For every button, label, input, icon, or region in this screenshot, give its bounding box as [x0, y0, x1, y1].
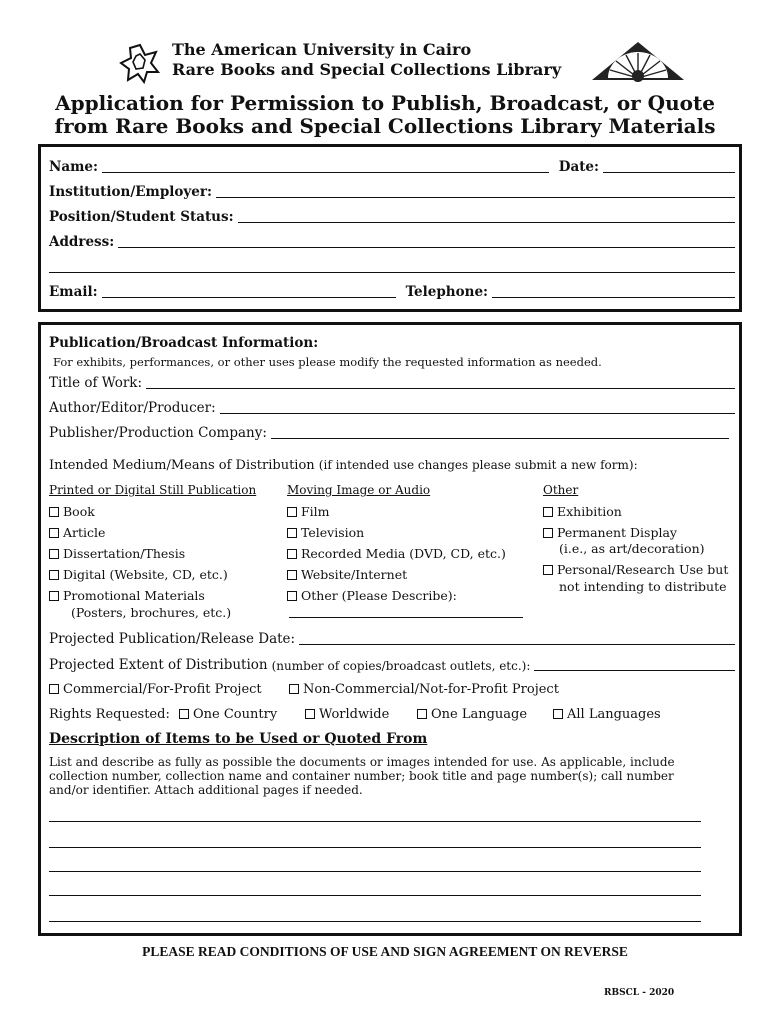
form-title-line2: from Rare Books and Special Collections Library Materials — [54, 114, 716, 138]
address-label: Address: — [49, 234, 115, 250]
name-label: Name: — [49, 159, 98, 175]
extent-field[interactable] — [534, 657, 735, 671]
option-personal-research[interactable]: Personal/Research Use but — [543, 562, 728, 577]
option-dissertation[interactable]: Dissertation/Thesis — [49, 546, 185, 561]
rights-all-languages[interactable]: All Languages — [553, 707, 661, 722]
option-recorded-media[interactable]: Recorded Media (DVD, CD, etc.) — [287, 546, 506, 561]
publisher-label: Publisher/Production Company: — [49, 425, 267, 441]
author-field[interactable] — [220, 400, 735, 414]
option-article[interactable]: Article — [49, 525, 105, 540]
letterhead — [118, 40, 678, 84]
release-date-label: Projected Publication/Release Date: — [49, 631, 296, 647]
publication-note: For exhibits, performances, or other uses please modify the requested information as needed. — [53, 355, 602, 369]
checkbox-icon[interactable] — [287, 507, 297, 517]
col-printed-head: Printed or Digital Still Publication — [49, 483, 257, 497]
commercial-option[interactable]: Commercial/For-Profit Project — [49, 682, 262, 697]
checkbox-icon[interactable] — [287, 528, 297, 538]
checkbox-icon[interactable] — [179, 709, 189, 719]
option-permanent-display[interactable]: Permanent Display — [543, 525, 677, 540]
intended-medium-label: Intended Medium/Means of Distribution — [49, 458, 315, 473]
applicant-info-section — [38, 144, 742, 312]
other-describe-field[interactable] — [289, 617, 523, 618]
checkbox-icon[interactable] — [49, 549, 59, 559]
checkbox-icon[interactable] — [543, 507, 553, 517]
rights-worldwide[interactable]: Worldwide — [305, 707, 389, 722]
email-phone-row — [49, 284, 735, 300]
checkbox-icon[interactable] — [49, 684, 59, 694]
checkbox-icon[interactable] — [417, 709, 427, 719]
release-date-row — [49, 631, 735, 647]
extent-note: (number of copies/broadcast outlets, etc.): — [271, 659, 531, 673]
description-line-1[interactable] — [49, 821, 701, 822]
institution-field[interactable] — [216, 184, 735, 198]
checkbox-icon[interactable] — [49, 528, 59, 538]
email-label: Email: — [49, 284, 98, 300]
position-field[interactable] — [238, 209, 735, 223]
intended-medium-note: (if intended use changes please submit a new form): — [318, 458, 638, 472]
email-field[interactable] — [102, 284, 396, 298]
title-of-work-label: Title of Work: — [49, 375, 143, 391]
extent-label: Projected Extent of Distribution — [49, 657, 268, 673]
university-name: The American University in Cairo — [172, 40, 472, 59]
date-field[interactable] — [603, 159, 735, 173]
checkbox-icon[interactable] — [49, 507, 59, 517]
description-line-3[interactable] — [49, 871, 701, 872]
publication-heading: Publication/Broadcast Information: — [49, 335, 319, 351]
title-of-work-field[interactable] — [146, 375, 735, 389]
author-label: Author/Editor/Producer: — [49, 400, 216, 416]
checkbox-icon[interactable] — [49, 570, 59, 580]
address-row-2 — [49, 259, 735, 275]
checkbox-icon[interactable] — [543, 565, 553, 575]
position-label: Position/Student Status: — [49, 209, 234, 225]
option-exhibition[interactable]: Exhibition — [543, 504, 622, 519]
letterhead-text — [172, 40, 561, 80]
publisher-row — [49, 425, 729, 441]
address-row — [49, 234, 735, 250]
name-date-row — [49, 159, 735, 175]
noncommercial-option[interactable]: Non-Commercial/Not-for-Profit Project — [289, 682, 559, 697]
option-other-describe[interactable]: Other (Please Describe): — [287, 588, 457, 603]
option-promotional[interactable]: Promotional Materials — [49, 588, 205, 603]
name-field[interactable] — [102, 159, 549, 173]
author-row — [49, 400, 735, 416]
option-promotional-sub: (Posters, brochures, etc.) — [71, 605, 232, 620]
option-television[interactable]: Television — [287, 525, 364, 540]
checkbox-icon[interactable] — [289, 684, 299, 694]
auc-seal-icon — [118, 42, 162, 84]
intended-medium-row — [49, 458, 638, 473]
option-digital[interactable]: Digital (Website, CD, etc.) — [49, 567, 228, 582]
form-code: RBSCL - 2020 — [604, 988, 675, 998]
option-permanent-display-sub: (i.e., as art/decoration) — [559, 541, 705, 556]
description-line-2[interactable] — [49, 847, 701, 848]
telephone-label: Telephone: — [405, 284, 489, 300]
description-line-4[interactable] — [49, 895, 701, 896]
form-title — [0, 92, 770, 138]
telephone-field[interactable] — [492, 284, 735, 298]
rights-one-country[interactable]: One Country — [179, 707, 277, 722]
rights-label: Rights Requested: — [49, 707, 170, 722]
checkbox-icon[interactable] — [287, 549, 297, 559]
publisher-field[interactable] — [271, 425, 729, 439]
extent-row — [49, 657, 735, 673]
checkbox-icon[interactable] — [287, 591, 297, 601]
option-book[interactable]: Book — [49, 504, 95, 519]
library-name: Rare Books and Special Collections Library — [172, 60, 562, 79]
option-film[interactable]: Film — [287, 504, 330, 519]
form-title-line1: Application for Permission to Publish, Broadcast, or Quote — [55, 91, 715, 115]
col-other-head: Other — [543, 483, 579, 497]
description-heading: Description of Items to be Used or Quoted From — [49, 731, 428, 747]
checkbox-icon[interactable] — [305, 709, 315, 719]
reverse-notice: PLEASE READ CONDITIONS OF USE AND SIGN AGREEMENT ON REVERSE — [142, 944, 628, 959]
release-date-field[interactable] — [299, 631, 735, 645]
address-field[interactable] — [118, 234, 735, 248]
option-website[interactable]: Website/Internet — [287, 567, 407, 582]
rights-one-language[interactable]: One Language — [417, 707, 527, 722]
checkbox-icon[interactable] — [287, 570, 297, 580]
checkbox-icon[interactable] — [49, 591, 59, 601]
address-field-2[interactable] — [49, 259, 735, 273]
checkbox-icon[interactable] — [553, 709, 563, 719]
library-arch-icon — [590, 40, 686, 82]
col-moving-head: Moving Image or Audio — [287, 483, 431, 497]
description-line-5[interactable] — [49, 921, 701, 922]
title-of-work-row — [49, 375, 735, 391]
position-row — [49, 209, 735, 225]
option-personal-research-sub: not intending to distribute — [559, 579, 727, 594]
publication-info-section — [38, 322, 742, 936]
institution-row — [49, 184, 735, 200]
checkbox-icon[interactable] — [543, 528, 553, 538]
date-label: Date: — [558, 159, 599, 175]
description-instructions: List and describe as fully as possible the documents or images intended for use. As applicable, include collection number, collection name and container number; book title and page number(s); call number and/or identifier. Attach additional pages if needed. — [49, 755, 675, 797]
institution-label: Institution/Employer: — [49, 184, 212, 200]
